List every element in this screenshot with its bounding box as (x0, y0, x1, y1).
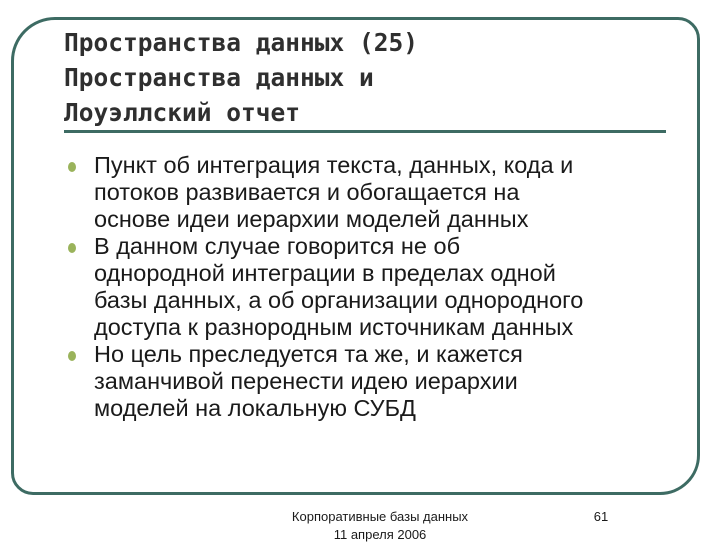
bullet-line: Пункт об интеграция текста, данных, кода и (94, 152, 574, 178)
bullet-list (60, 152, 680, 422)
bullet-item (60, 233, 680, 341)
bullet-line: потоков развивается и обогащается на (94, 179, 520, 205)
footer-course-name: Корпоративные базы данных (291, 509, 469, 524)
bullet-item (60, 152, 680, 233)
bullet-text (94, 152, 680, 233)
bullet-line: моделей на локальную СУБД (94, 395, 416, 421)
title-line: Лоуэллский отчет (64, 98, 301, 127)
bullet-line: Но цель преследуется та же, и кажется (94, 341, 523, 367)
title-divider (64, 130, 666, 133)
bullet-item (60, 341, 680, 422)
bullet-dot-icon (68, 162, 76, 172)
bullet-text (94, 341, 680, 422)
slide-title (64, 25, 664, 130)
bullet-dot-icon (68, 351, 76, 361)
title-line: Пространства данных (25) (64, 28, 419, 57)
bullet-line: заманчивой перенести идею иерархии (94, 368, 518, 394)
bullet-text (94, 233, 680, 341)
bullet-line: базы данных, а об организации однородного (94, 287, 584, 313)
footer-caption (270, 508, 490, 544)
bullet-dot-icon (68, 243, 76, 253)
bullet-line: основе идеи иерархии моделей данных (94, 206, 529, 232)
page-number: 61 (593, 509, 609, 524)
title-line: Пространства данных и (64, 63, 374, 92)
footer-date: 11 апреля 2006 (333, 527, 427, 542)
bullet-line: доступа к разнородным источникам данных (94, 314, 574, 340)
bullet-line: однородной интеграции в пределах одной (94, 260, 556, 286)
bullet-line: В данном случае говорится не об (94, 233, 461, 259)
